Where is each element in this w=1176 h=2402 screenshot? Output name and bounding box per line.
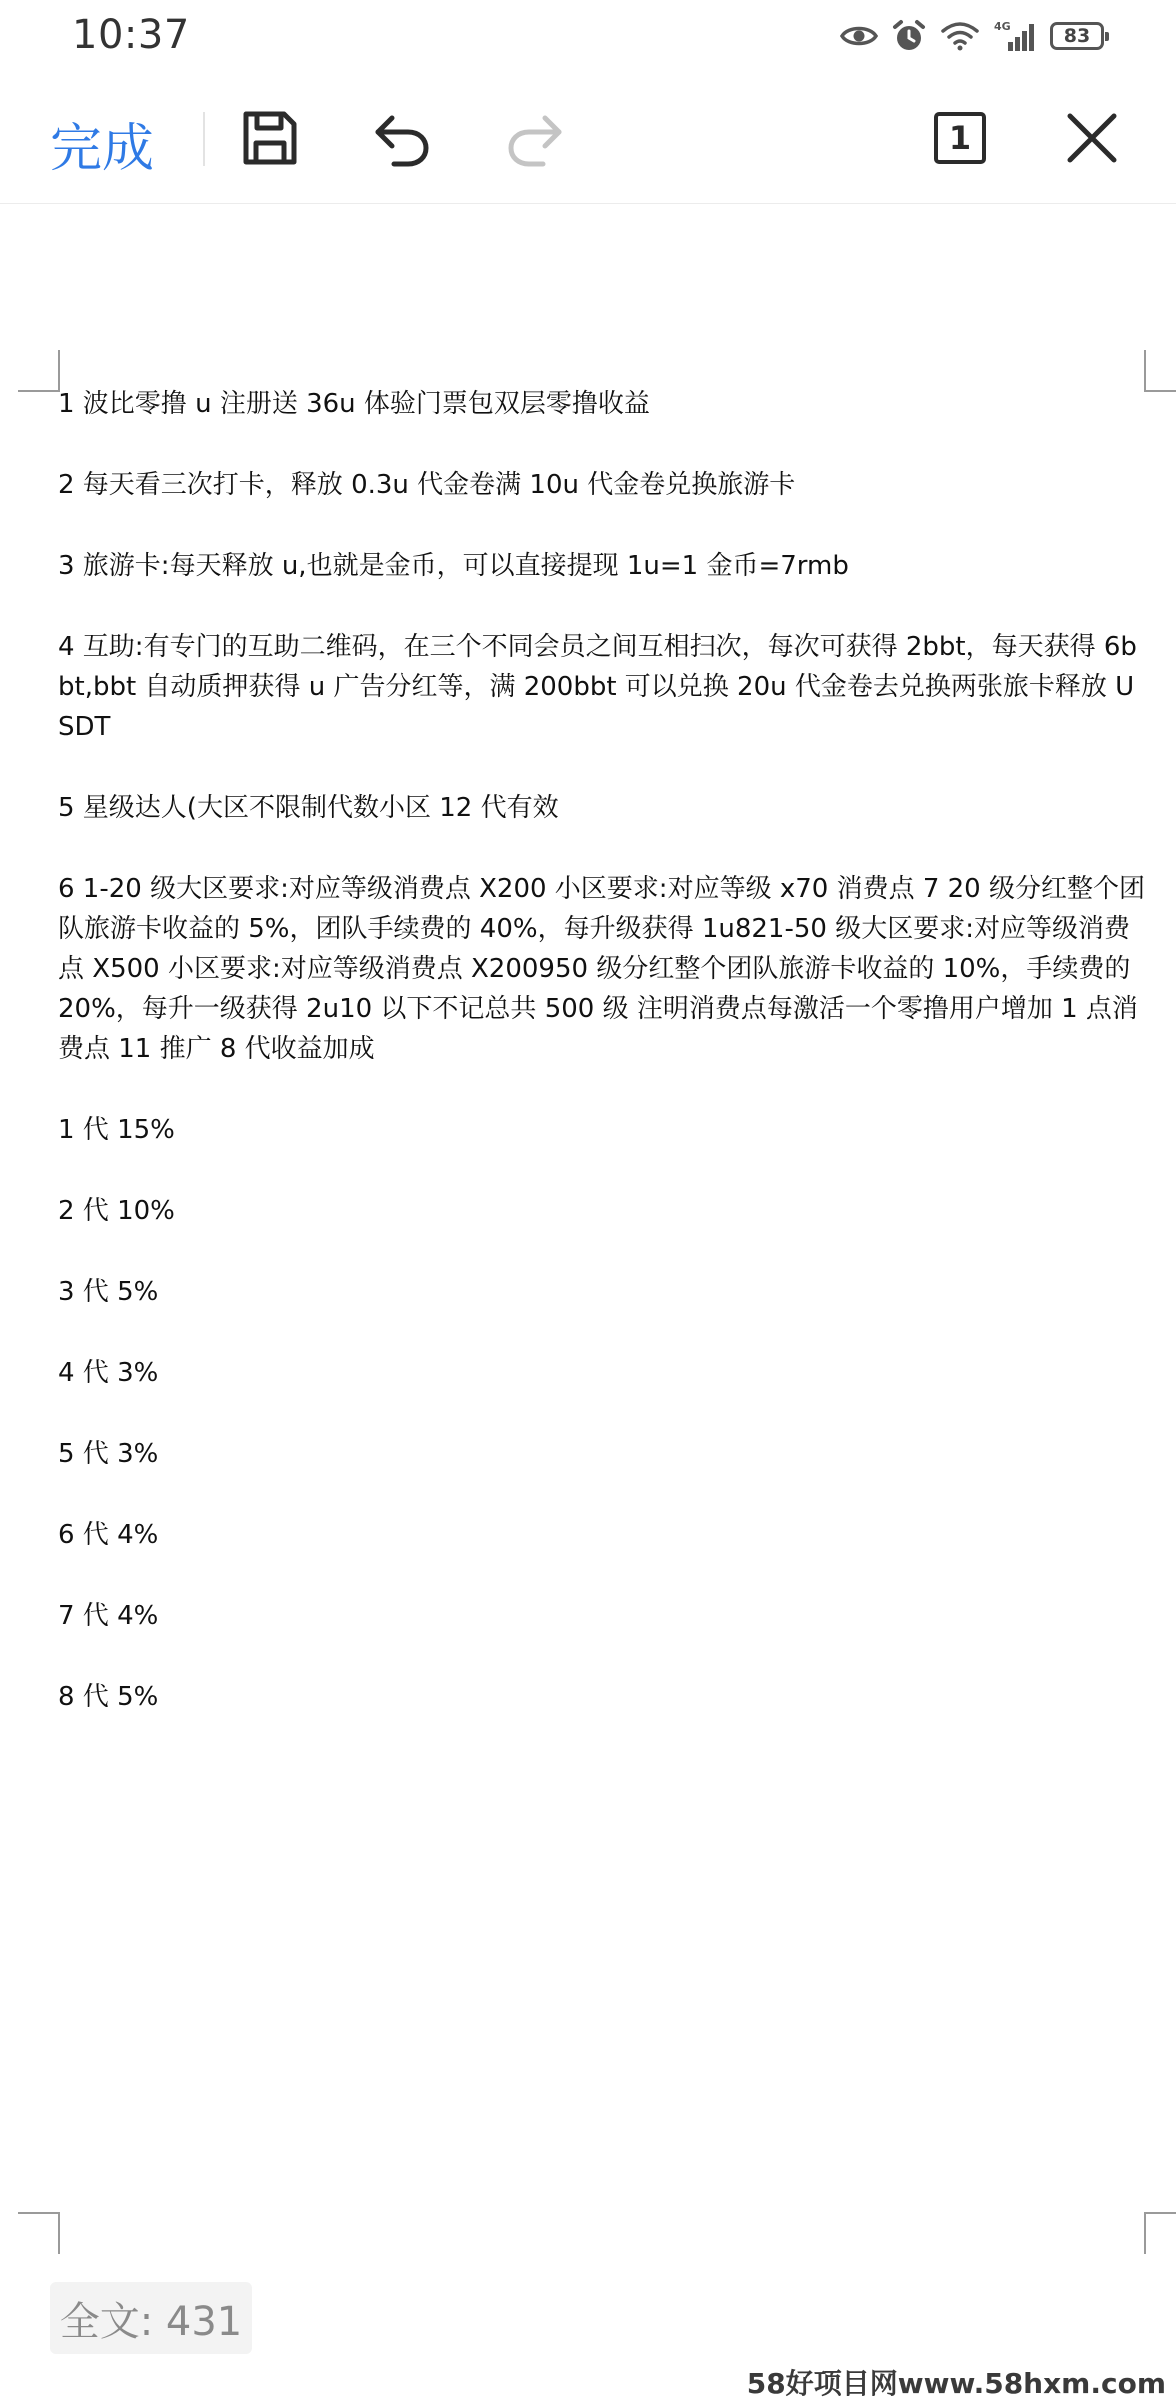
save-button[interactable] xyxy=(234,102,306,174)
doc-paragraph[interactable]: 1 代 15% xyxy=(58,1115,175,1145)
page-count-button[interactable] xyxy=(924,102,996,174)
doc-paragraph[interactable]: 4 代 3% xyxy=(58,1358,159,1388)
doc-paragraph[interactable]: 5 代 3% xyxy=(58,1439,159,1469)
page-corner-mark xyxy=(18,350,60,392)
close-button[interactable] xyxy=(1056,102,1128,174)
undo-button[interactable] xyxy=(366,102,438,174)
close-icon xyxy=(1064,110,1120,166)
doc-paragraph[interactable]: 2 代 10% xyxy=(58,1196,175,1226)
doc-paragraph[interactable]: 1 波比零撸 u 注册送 36u 体验门票包双层零撸收益 xyxy=(58,389,650,419)
status-time: 10:37 xyxy=(72,12,190,58)
doc-paragraph[interactable]: 2 每天看三次打卡，释放 0.3u 代金卷满 10u 代金卷兑换旅游卡 xyxy=(58,470,796,500)
document-body[interactable] xyxy=(58,384,1148,1758)
redo-icon xyxy=(503,106,567,170)
page-corner-mark xyxy=(1144,2212,1176,2254)
doc-paragraph[interactable]: 3 旅游卡:每天释放 u,也就是金币，可以直接提现 1u=1 金币=7rmb xyxy=(58,551,849,581)
toolbar-divider xyxy=(203,112,205,166)
eye-icon xyxy=(840,23,878,49)
page-corner-mark xyxy=(1144,350,1176,392)
status-bar xyxy=(0,0,1176,72)
battery-level: 83 xyxy=(1063,24,1091,47)
doc-paragraph[interactable]: 6 代 4% xyxy=(58,1520,159,1550)
undo-icon xyxy=(370,106,434,170)
save-icon xyxy=(240,108,300,168)
redo-button[interactable] xyxy=(499,102,571,174)
battery-icon xyxy=(1050,22,1104,50)
done-button[interactable]: 完成 xyxy=(50,106,154,181)
alarm-icon xyxy=(892,19,926,53)
network-type-label: 4G xyxy=(994,20,1011,33)
doc-paragraph[interactable]: 6 1-20 级大区要求:对应等级消费点 X200 小区要求:对应等级 x70 消费点 7 20 级分红整个团队旅游卡收益的 5%，团队手续费的 40%，每升级获得 1u821-50 级大区要求:对应等级消费点 X500 小区要求:对应等级消费点 X200950 级分红整个团队旅游卡收益的 10%，手续费的 20%，每升一级获得 2u10 以下不记总共 500 级 注明消费点每激活一个零撸用户增加 1 点消费点 11 推广 8 代收益加成 xyxy=(58,874,1145,1064)
doc-paragraph[interactable]: 4 互助:有专门的互助二维码，在三个不同会员之间互相扫次，每次可获得 2bbt，每天获得 6bbt,bbt 自动质押获得 u 广告分红等，满 200bbt 可以兑换 20u 代金卷去兑换两张旅卡释放 USDT xyxy=(58,632,1137,742)
status-icons xyxy=(840,16,1104,56)
word-count-badge: 全文: 431 xyxy=(50,2282,252,2354)
doc-paragraph[interactable]: 5 星级达人(大区不限制代数小区 12 代有效 xyxy=(58,793,559,823)
signal-icon xyxy=(994,20,1036,52)
editor-toolbar xyxy=(0,72,1176,204)
doc-paragraph[interactable]: 8 代 5% xyxy=(58,1682,159,1712)
doc-paragraph[interactable]: 7 代 4% xyxy=(58,1601,159,1631)
doc-paragraph[interactable]: 3 代 5% xyxy=(58,1277,159,1307)
wifi-icon xyxy=(940,21,980,51)
page-count-icon: 1 xyxy=(934,112,986,164)
page-corner-mark xyxy=(18,2212,60,2254)
watermark: 58好项目网www.58hxm.com xyxy=(746,2367,1166,2400)
